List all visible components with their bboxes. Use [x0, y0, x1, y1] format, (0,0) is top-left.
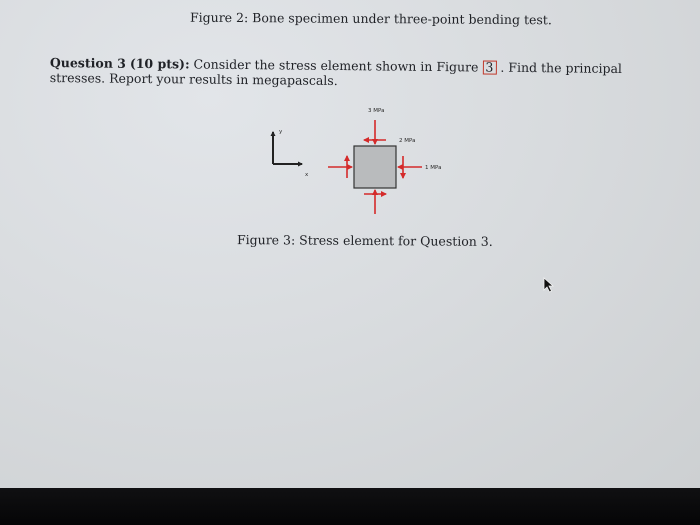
- question-points: (10 pts):: [129, 55, 190, 72]
- question-label: Question 3: [49, 55, 126, 71]
- coordinate-axes: [273, 132, 302, 164]
- mouse-pointer-icon: [541, 277, 555, 293]
- axis-y-label: y: [279, 129, 283, 135]
- right-stress-label: 1 MPa: [425, 165, 442, 171]
- stress-element-square: [354, 146, 396, 188]
- question-3-text: [50, 55, 680, 92]
- question-text-start: Consider the stress element shown in Figure: [193, 56, 479, 75]
- figure-2-caption: Figure 2: Bone specimen under three-point bending test.: [189, 9, 552, 28]
- shear-stress-label: 2 MPa: [399, 138, 416, 144]
- top-stress-label: 3 MPa: [368, 108, 385, 114]
- axis-x-label: x: [305, 172, 309, 178]
- stress-element-figure: [262, 104, 462, 216]
- question-text-end: . Find the principal stresses. Report your results in megapascals.: [49, 59, 623, 89]
- monitor-bezel: [0, 488, 700, 525]
- figure-reference-link[interactable]: 3: [482, 61, 496, 75]
- figure-3-caption: Figure 3: Stress element for Question 3.: [236, 232, 493, 249]
